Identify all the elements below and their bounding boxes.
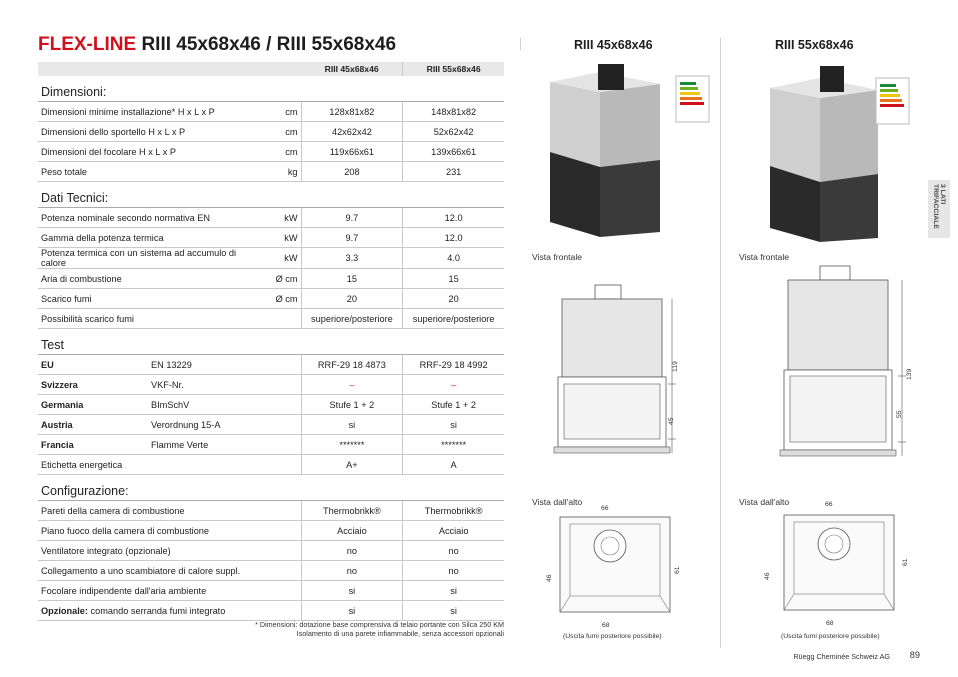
row-value-1: – [301, 375, 403, 395]
test-norm: VKF-Nr. [151, 379, 184, 390]
test-label [38, 435, 301, 455]
table-row [38, 541, 504, 561]
row-value-2: 15 [403, 269, 504, 289]
left-dim-width-top: 66 [601, 505, 609, 512]
right-dim-height: 139 [906, 368, 913, 380]
left-dim-height: 119 [672, 361, 679, 372]
row-value-1: Acciaio [301, 521, 403, 541]
stove-glass-front [820, 174, 878, 242]
row-label: Dimensioni dello sportello H x L x P [38, 122, 254, 142]
section-test: Test [38, 329, 504, 355]
etichetta-label: Etichetta energetica [38, 455, 301, 475]
table-row [38, 289, 504, 309]
left-front-label: Vista frontale [532, 252, 583, 262]
row-label: Possibilità scarico fumi [38, 309, 254, 329]
row-value-2: 231 [403, 162, 504, 182]
row-value-1: si [301, 581, 403, 601]
right-front-drawing [768, 264, 918, 474]
row-value-2: – [403, 375, 504, 395]
row-value-2: Acciaio [403, 521, 504, 541]
opzionale-bold: Opzionale: [41, 605, 88, 616]
right-product-title: RIII 55x68x46 [775, 38, 854, 52]
page-title [38, 34, 396, 56]
row-unit: kW [254, 208, 301, 228]
test-label [38, 395, 301, 415]
row-value-1: si [301, 415, 403, 435]
row-value-2: 139x66x61 [403, 142, 504, 162]
row-value-2: si [403, 581, 504, 601]
flue-pipe [820, 66, 844, 92]
left-product-title: RIII 45x68x46 [574, 38, 653, 52]
test-country: Svizzera [41, 379, 78, 390]
opzionale-v2: si [403, 601, 504, 621]
left-dim-width-bottom: 68 [602, 622, 610, 629]
row-label: Ventilatore integrato (opzionale) [38, 541, 301, 561]
row-value-1: Thermobrikk® [301, 501, 403, 521]
section-config: Configurazione: [38, 475, 504, 501]
row-unit: cm [254, 102, 301, 122]
table-row [38, 142, 504, 162]
col-header-2: RIII 55x68x46 [403, 62, 504, 76]
row-label: Pareti della camera di combustione [38, 501, 301, 521]
row-label: Scarico fumi [38, 289, 254, 309]
test-norm: EN 13229 [151, 359, 192, 370]
row-label: Dimensioni del focolare H x L x P [38, 142, 254, 162]
row-value-2: Thermobrikk® [403, 501, 504, 521]
left-dim-depth-right: 61 [674, 566, 681, 574]
test-country: Germania [41, 399, 84, 410]
stove-glass-side [550, 152, 600, 237]
table-row [38, 208, 504, 228]
opzionale-v1: si [301, 601, 403, 621]
model-name: RIII 45x68x46 / RIII 55x68x46 [141, 34, 397, 55]
row-value-1: no [301, 541, 403, 561]
opzionale-rest: comando serranda fumi integrato [87, 605, 226, 616]
table-row [38, 501, 504, 521]
test-norm: Verordnung 15-A [151, 419, 221, 430]
right-top-label: Vista dall'alto [739, 497, 790, 507]
row-unit: kW [254, 228, 301, 248]
row-label: Piano fuoco della camera di combustione [38, 521, 301, 541]
row-value-1: 208 [301, 162, 403, 182]
footnote-line-1: * Dimensioni: dotazione base comprensiva di telaio portante con Silca 250 KM [255, 620, 504, 629]
right-dim-door: 55 [896, 410, 903, 418]
row-value-2: 148x81x82 [403, 102, 504, 122]
row-unit: kW [254, 248, 301, 269]
side-tab-line1: 3 LATI [939, 184, 946, 205]
brand-name: FLEX-LINE [38, 34, 137, 55]
row-value-2: 52x62x42 [403, 122, 504, 142]
row-value-1: no [301, 561, 403, 581]
row-label: Focolare indipendente dall'aria ambiente [38, 581, 301, 601]
table-row [38, 521, 504, 541]
test-country: EU [41, 359, 54, 370]
right-dim-depth-left: 46 [764, 572, 771, 580]
table-row [38, 269, 504, 289]
stove-front-top [820, 90, 878, 182]
opzionale-label [38, 601, 301, 621]
footnote [255, 620, 504, 638]
etichetta-v2: A [403, 455, 504, 475]
right-dim-width-top: 66 [825, 501, 833, 508]
row-unit: kg [254, 162, 301, 182]
row-value-1: superiore/posteriore [301, 309, 403, 329]
table-row [38, 309, 504, 329]
side-tab-text [932, 184, 946, 238]
row-value-1: ******* [301, 435, 403, 455]
right-front-label: Vista frontale [739, 252, 790, 262]
section-dimensioni: Dimensioni: [38, 76, 504, 102]
stove-glass-front [600, 160, 660, 237]
col-header-1: RIII 45x68x46 [301, 62, 403, 76]
left-note: (Uscita fumi posteriore possibile) [563, 633, 662, 640]
row-value-2: superiore/posteriore [403, 309, 504, 329]
row-label: Peso totale [38, 162, 254, 182]
footer-company: Rüegg Cheminée Schweiz AG [793, 652, 890, 661]
left-product-photo [540, 62, 715, 247]
table-row [38, 122, 504, 142]
footnote-line-2: Isolamento di una parete infiammabile, senza accessori opzionali [296, 629, 504, 638]
row-value-1: 42x62x42 [301, 122, 403, 142]
column-divider-top [520, 38, 521, 50]
etichetta-v1: A+ [301, 455, 403, 475]
row-label: Dimensioni minime installazione* H x L x P [38, 102, 254, 122]
left-front-drawing [540, 282, 690, 482]
row-label: Potenza termica con un sistema ad accumulo di calore [38, 248, 254, 269]
row-unit: Ø cm [254, 289, 301, 309]
table-row [38, 435, 504, 455]
table-row [38, 455, 504, 475]
row-value-1: 9.7 [301, 208, 403, 228]
table-row [38, 601, 504, 621]
row-value-2: si [403, 415, 504, 435]
left-dim-depth-left: 46 [546, 574, 553, 582]
row-value-2: 20 [403, 289, 504, 309]
row-value-2: 12.0 [403, 228, 504, 248]
row-value-1: 20 [301, 289, 403, 309]
spec-table [38, 62, 504, 621]
left-dim-door: 45 [668, 417, 675, 425]
row-label: Aria di combustione [38, 269, 254, 289]
row-label: Potenza nominale secondo normativa EN [38, 208, 254, 228]
test-norm: BImSchV [151, 399, 190, 410]
right-note: (Uscita fumi posteriore possibile) [781, 633, 880, 640]
right-dim-width-bottom: 68 [826, 620, 834, 627]
table-row [38, 355, 504, 375]
row-value-1: Stufe 1 + 2 [301, 395, 403, 415]
row-value-2: Stufe 1 + 2 [403, 395, 504, 415]
row-value-2: no [403, 561, 504, 581]
right-product-photo [750, 62, 925, 252]
row-value-1: 128x81x82 [301, 102, 403, 122]
row-value-1: 119x66x61 [301, 142, 403, 162]
row-value-2: no [403, 541, 504, 561]
table-row [38, 162, 504, 182]
row-unit: Ø cm [254, 269, 301, 289]
row-unit: cm [254, 122, 301, 142]
test-norm: Flamme Verte [151, 439, 209, 450]
row-value-2: RRF-29 18 4992 [403, 355, 504, 375]
stove-side [770, 88, 820, 182]
table-header [38, 62, 504, 76]
right-dim-depth-right: 61 [902, 558, 909, 566]
left-top-label: Vista dall'alto [532, 497, 583, 507]
section-tecnici: Dati Tecnici: [38, 182, 504, 208]
row-label: Gamma della potenza termica [38, 228, 254, 248]
test-label [38, 415, 301, 435]
table-row [38, 561, 504, 581]
row-value-1: 15 [301, 269, 403, 289]
row-unit: cm [254, 142, 301, 162]
column-divider [720, 38, 721, 648]
side-tab [928, 180, 950, 238]
flue-pipe [598, 64, 624, 90]
row-value-1: 9.7 [301, 228, 403, 248]
table-row [38, 581, 504, 601]
row-value-2: 4.0 [403, 248, 504, 269]
test-country: Francia [41, 439, 74, 450]
row-value-2: 12.0 [403, 208, 504, 228]
table-row [38, 102, 504, 122]
table-row [38, 375, 504, 395]
table-row [38, 415, 504, 435]
test-label [38, 375, 301, 395]
row-value-1: 3.3 [301, 248, 403, 269]
stove-front-top [600, 84, 660, 167]
left-top-drawing [550, 512, 680, 622]
table-row [38, 248, 504, 269]
row-value-2: ******* [403, 435, 504, 455]
row-label: Collegamento a uno scambiatore di calore suppl. [38, 561, 301, 581]
row-value-1: RRF-29 18 4873 [301, 355, 403, 375]
row-unit [254, 309, 301, 329]
page-number: 89 [909, 650, 920, 660]
test-label [38, 355, 301, 375]
table-row [38, 228, 504, 248]
side-tab-line2: TRIFACCIALE [932, 184, 939, 229]
right-top-drawing [774, 510, 904, 620]
test-country: Austria [41, 419, 73, 430]
table-row [38, 395, 504, 415]
